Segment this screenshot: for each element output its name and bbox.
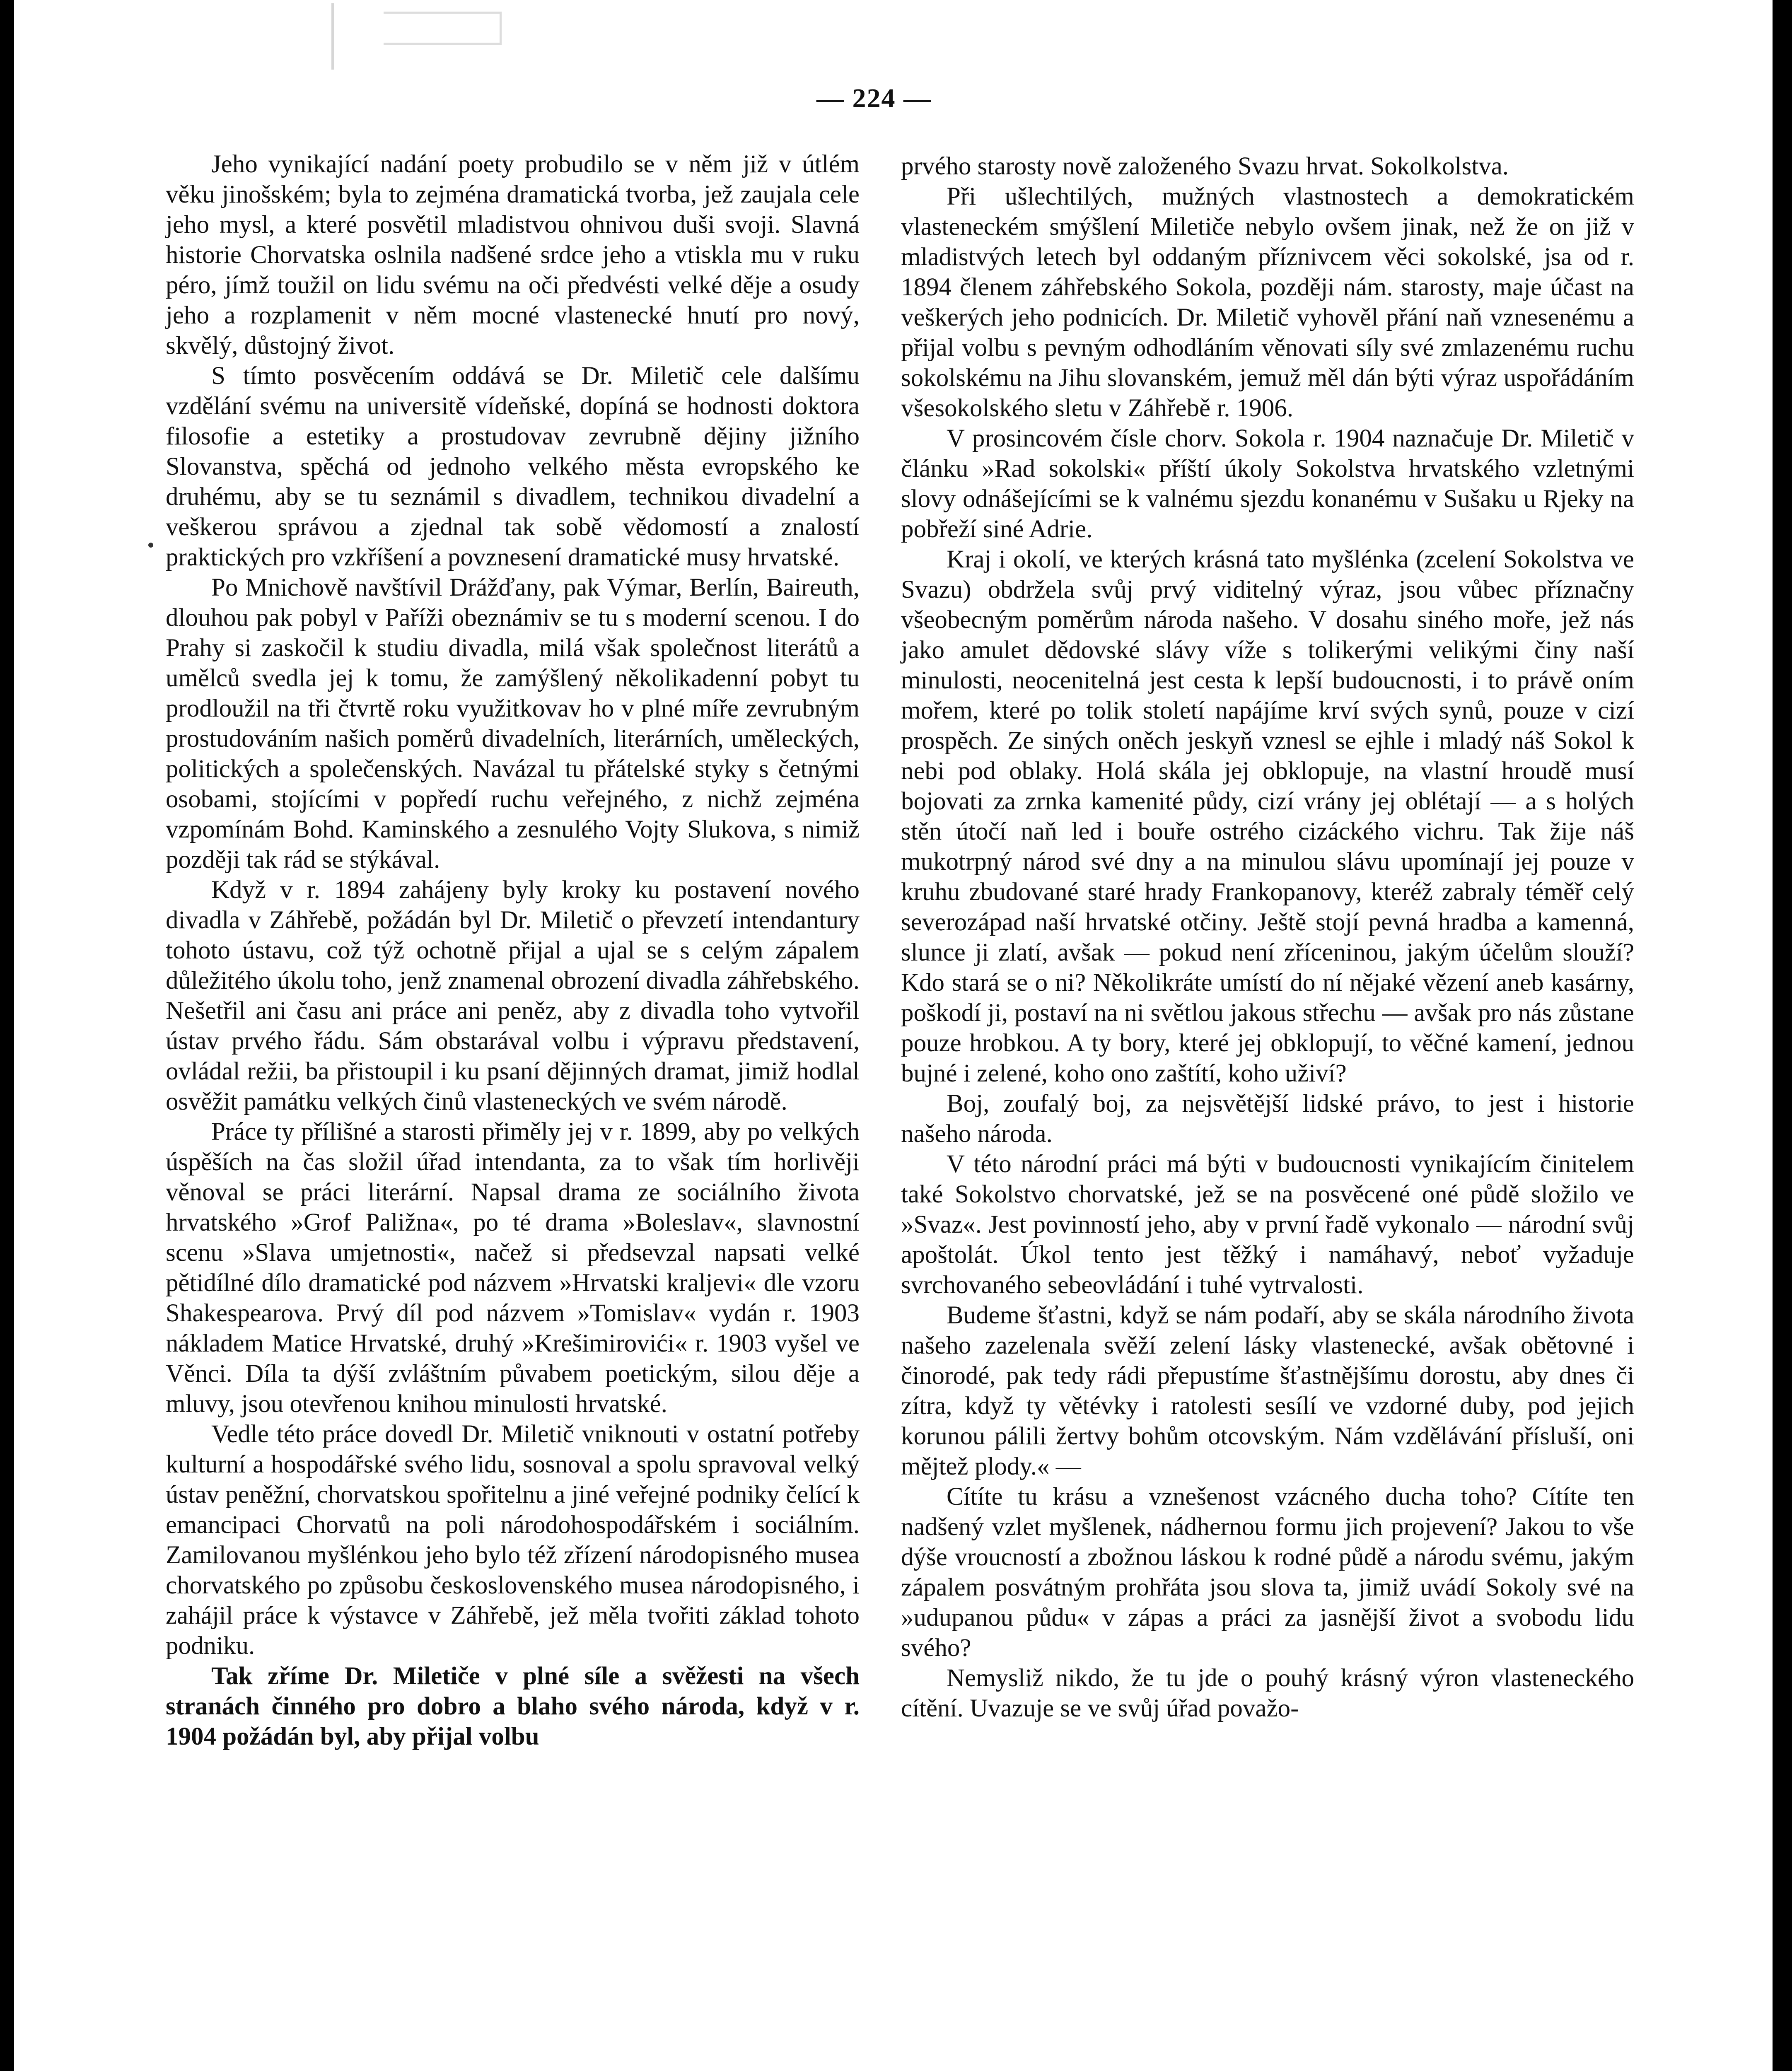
paragraph: Nemysliž nikdo, že tu jde o pouhý krásný výron vlasteneckého cítění. Uvazuje se ve svůj úřad považo- <box>901 1664 1634 1722</box>
paragraph: V této národní práci má býti v budoucnosti vynikajícím činitelem také Sokolstvo chorvatské, jež se na posvěcené oné půdě složilo ve »Svaz«. Jest povinností jeho, aby v první řadě vykonalo — národní svůj apoštolát. Úkol tento jest těžký i namáhavý, neboť vyžaduje svrchovaného sebeovládání i tuhé vytrvalosti. <box>901 1150 1634 1299</box>
stamp-mark <box>331 3 558 70</box>
page-number: — 224 — <box>816 83 932 113</box>
paragraph: Budeme šťastni, když se nám podaří, aby se skála národního života našeho zazelenala svěží zelení lásky vlastenecké, avšak obětovné i činorodé, pak tedy rádi přepustíme šťastnějšímu dorostu, aby dnes či zítra, když ty větévky i ratolesti sesílí ve vzdorné duby, pod jejich korunou pálili žertvy bohům otcovským. Nám vzdělávání přísluší, oni mějtež plody.« — <box>901 1301 1634 1480</box>
paragraph: Boj, zoufalý boj, za nejsvětější lidské právo, to jest i historie našeho národa. <box>901 1090 1634 1148</box>
right-column <box>901 151 1634 1723</box>
paragraph: Cítíte tu krásu a vznešenost vzácného ducha toho? Cítíte ten nadšený vzlet myšlenek, nádhernou formu jich projevení? Jakou to vše dýše vroucností a zbožnou láskou k rodné půdě a národu svému, jakým zápalem posvátným prohřáta jsou slova ta, jimiž uvádí Sokoly své na »udupanou půdu« v zápas a práci za jasnější život a svobodu lidu svého? <box>901 1483 1634 1662</box>
scan-border <box>1773 0 1792 2071</box>
paragraph: S tímto posvěcením oddává se Dr. Miletič cele dalšímu vzdělání svému na universitě vídeňské, dopíná se hodnosti doktora filosofie a estetiky a prostudovav zevrubně dějiny jižního Slovanstva, spěchá od jednoho velkého města evropského ke druhému, aby se tu seznámil s divadlem, technikou divadelní a veškerou správou a zjednal tak sobě vědomostí a znalostí praktických pro vzkříšení a povznesení dramatické musy hrvatské. <box>166 362 860 571</box>
paragraph: Při ušlechtilých, mužných vlastnostech a demokratickém vlasteneckém smýšlení Miletiče nebylo ovšem jinak, než že on již v mladistvých letech byl oddaným příznivcem věci sokolské, jsa od r. 1894 členem záhřebského Sokola, později nám. starosty, maje účast na veškerých jeho podnicích. Dr. Miletič vyhověl přání naň vznesenému a přijal volbu s pevným odhodláním věnovati síly své zmlazenému ruchu sokolskému na Jihu slovanském, jemuž měl dán býti výraz uspořádáním všesokolského sletu v Záhřebě r. 1906. <box>901 183 1634 422</box>
paragraph: Když v r. 1894 zahájeny byly kroky ku postavení nového divadla v Záhřebě, požádán byl Dr. Miletič o převzetí intendantury tohoto ústavu, což týž ochotně přijal a ujal se s celým zápalem důležitého úkolu toho, jenž znamenal obrození divadla záhřebského. Nešetřil ani času ani práce ani peněz, aby z divadla toho vytvořil ústav prvého řádu. Sám obstarával volbu i výpravu představení, ovládal režii, ba přistoupil i ku psaní dějinných dramat, jimiž hodlal osvěžit památku velkých činů vlasteneckých ve svém národě. <box>166 876 860 1115</box>
paragraph-continued: prvého starosty nově založeného Svazu hrvat. Sokolkolstva. <box>901 152 1509 180</box>
paragraph: Tak zříme Dr. Miletiče v plné síle a svěžesti na všech stranách činného pro dobro a blaho svého národa, když v r. 1904 požádán byl, aby přijal volbu <box>166 1662 860 1750</box>
paragraph: Jeho vynikající nadání poety probudilo se v něm již v útlém věku jinošském; byla to zejména dramatická tvorba, jež zaujala cele jeho mysl, a které posvětil mladistvou ohnivou duši svoji. Slavná historie Chorvatska oslnila nadšené srdce jeho a vtiskla mu v ruku péro, jímž toužil on lidu svému na oči předvésti velké děje a osudy jeho a rozplamenit v něm mocné vlastenecké hnutí pro nový, skvělý, důstojný život. <box>166 150 860 360</box>
paragraph: Vedle této práce dovedl Dr. Miletič vniknouti v ostatní potřeby kulturní a hospodářské svého lidu, sosnoval a spolu spravoval velký ústav peněžní, chorvatskou spořitelnu a jiné veřejné podniky čelící k emancipaci Chorvatů na poli národohospodářském i sociálním. Zamilovanou myšlénkou jeho bylo též zřízení národopisného musea chorvatského po způsobu československého musea národopisného, i zahájil práce k výstavce v Záhřebě, jež měla tvořiti základ tohoto podniku. <box>166 1420 860 1660</box>
paragraph: Po Mnichově navštívil Drážďany, pak Výmar, Berlín, Baireuth, dlouhou pak pobyl v Paříži obeznámiv se tu s moderní scenou. I do Prahy si zaskočil k studiu divadla, milá však společnost literátů a umělců svedla jej k tomu, že zamýšlený několikadenní pobyt tu prodloužil na tři čtvrtě roku využitkovav ho v plné míře zevrubným prostudováním našich poměrů divadelních, literárních, uměleckých, politických a společenských. Navázal tu přátelské styky s četnými osobami, stojícími v popředí ruchu veřejného, z nichž zejména vzpomínám Bohd. Kaminského a zesnulého Vojty Slukova, s nimiž později tak rád se stýkával. <box>166 574 860 874</box>
paragraph: Kraj i okolí, ve kterých krásná tato myšlénka (zcelení Sokolstva ve Svazu) obdržela svůj prvý viditelný výraz, jsou vůbec příznačny všeobecným poměrům národa našeho. V dosahu siného moře, jež nás jako amulet dědovské slávy víže s tolikerými velikými činy naší minulosti, neocenitelná jest cesta k lepší budoucnosti, i to právě oním mořem, které po tolik století napájíme krví svých synů, pouze v cizí prospěch. Ze siných oněch jeskyň vznesl se ejhle i mladý náš Sokol k nebi pod oblaky. Holá skála jej obklopuje, na vlastní hroudě musí bojovati za zrnka kamenité půdy, cizí vrány jej oblétají — a s holých stěn útočí naň led i bouře ostrého cizáckého vichru. Tak žije náš mukotrpný národ své dny a na minulou slávu upomínají jej pouze v kruhu zbudované staré hrady Frankopanovy, kteréž zabraly téměř celý severozápad naší hrvatské otčiny. Ještě stojí pevná hradba a kamenná, slunce ji zlatí, avšak — pokud není zříceninou, jakým účelům slouží? Kdo stará se o ni? Několikráte umístí do ní nějaké vězení aneb kasárny, poškodí ji, postaví na ni světlou jakous střechu — avšak pro nás zůstane pouze hrobkou. A ty bory, které jej obklopují, to věčné kamení, jednou bujné i zelené, koho ono zaštítí, koho uživí? <box>901 546 1634 1087</box>
paragraph: V prosincovém čísle chorv. Sokola r. 1904 naznačuje Dr. Miletič v článku »Rad sokolski« příští úkoly Sokolstva hrvatského vzletnými slovy odnášejícími se k valnému sjezdu konanému v Sušaku u Rjeky na pobřeží siné Adrie. <box>901 425 1634 543</box>
left-column <box>166 149 860 1752</box>
ink-dot <box>148 543 153 548</box>
paragraph: Práce ty přílišné a starosti přiměly jej v r. 1899, aby po velkých úspěších na čas složil úřad intendanta, za to však tím horlivěji věnoval se práci literární. Napsal drama ze sociálního života hrvatského »Grof Paližna«, po té drama »Boleslav«, slavnostní scenu »Slava umjetnosti«, načež si předsevzal napsati velké pětidílné dílo dramatické pod názvem »Hrvatski kraljevi« dle vzoru Shakespearova. Prvý díl pod názvem »Tomislav« vydán r. 1903 nákladem Matice Hrvatské, druhý »Krešimirovići« r. 1903 vyšel ve Věnci. Díla ta dýší zvláštním půvabem poetickým, silou děje a mluvy, jsou otevřenou knihou minulosti hrvatské. <box>166 1118 860 1418</box>
